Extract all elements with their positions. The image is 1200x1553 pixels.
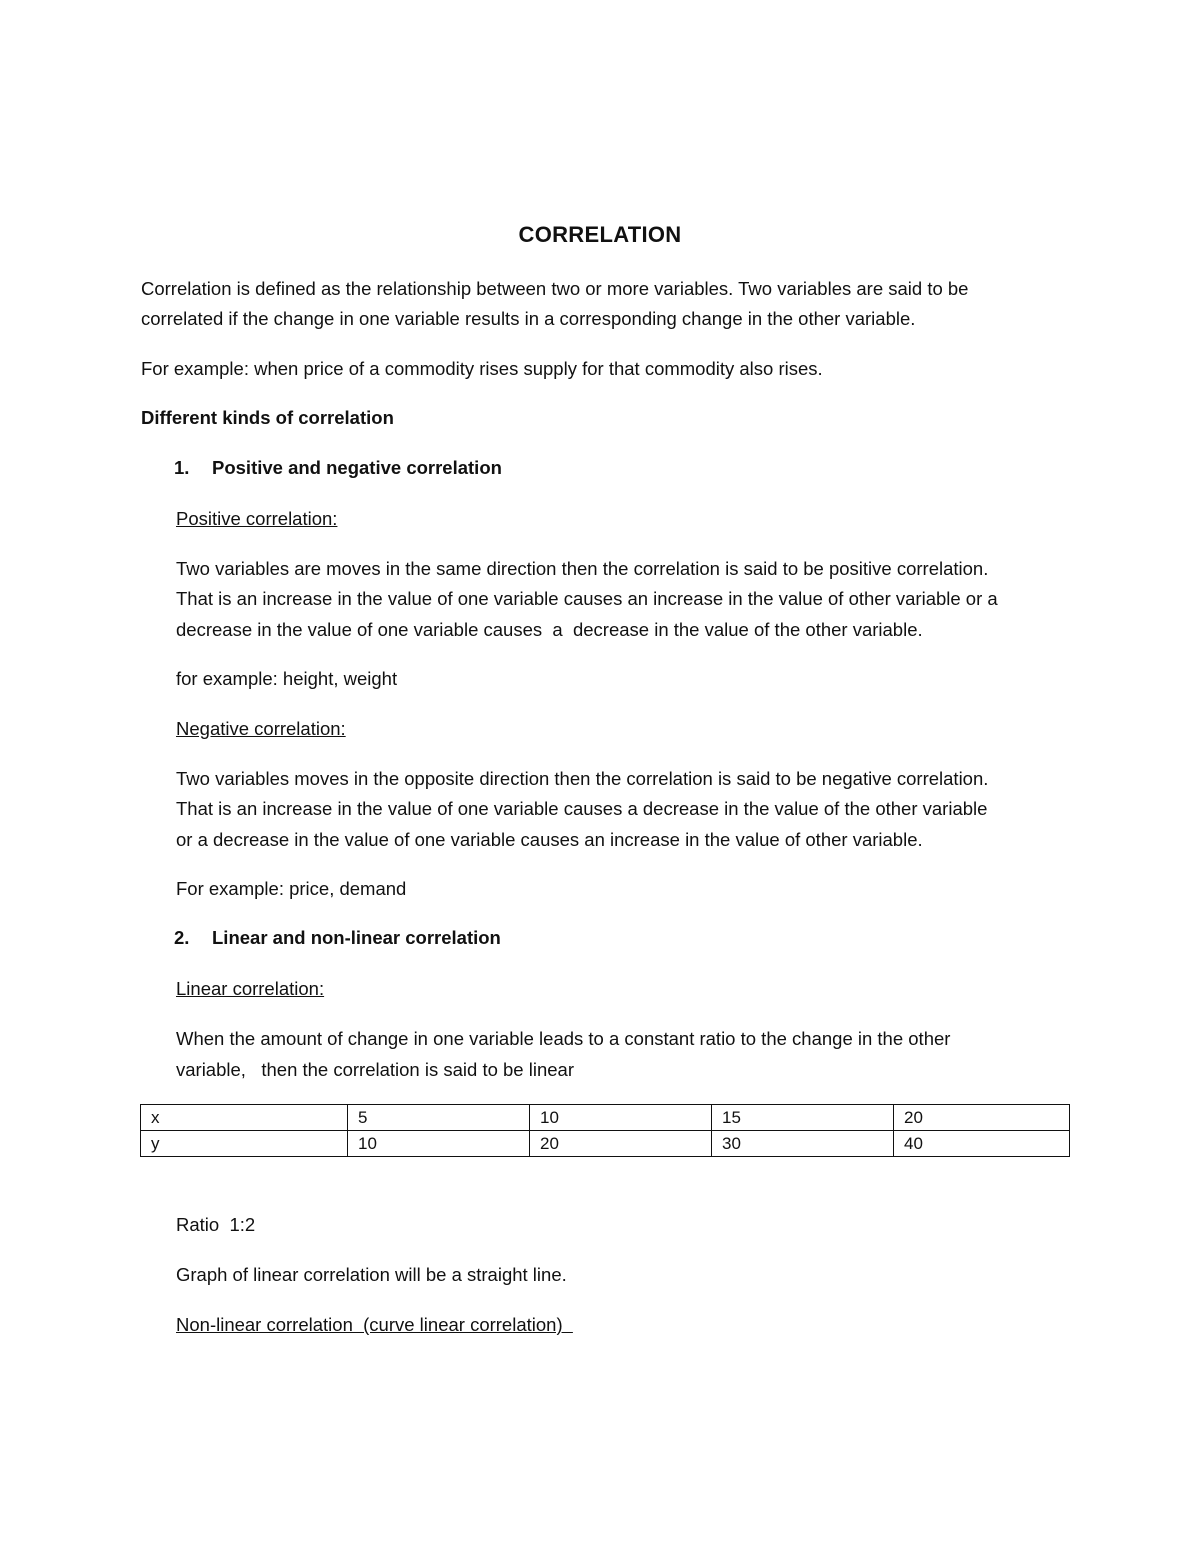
table-cell: 10 — [530, 1105, 712, 1131]
negative-line-3: or a decrease in the value of one variable causes an increase in the value of other variable. — [176, 829, 923, 850]
table-cell: 20 — [894, 1105, 1070, 1131]
ratio-text: Ratio 1:2 — [176, 1214, 256, 1235]
table-row-x — [141, 1105, 1070, 1131]
kinds-heading: Different kinds of correlation — [141, 407, 394, 428]
intro-line-1: Correlation is defined as the relationship between two or more variables. Two variables are said to be — [141, 278, 969, 299]
table-cell: 30 — [712, 1131, 894, 1157]
negative-line-2: That is an increase in the value of one variable causes a decrease in the value of the other variable — [176, 798, 988, 819]
negative-example: For example: price, demand — [176, 878, 407, 899]
linear-line-1: When the amount of change in one variable leads to a constant ratio to the change in the other — [176, 1028, 951, 1049]
negative-line-1: Two variables moves in the opposite direction then the correlation is said to be negative correlation. — [176, 768, 989, 789]
section-2-title: Linear and non-linear correlation — [212, 927, 501, 948]
table-cell: 10 — [348, 1131, 530, 1157]
positive-line-2: That is an increase in the value of one variable causes an increase in the value of other variable or a — [176, 588, 998, 609]
table-cell: 20 — [530, 1131, 712, 1157]
table-row-y — [141, 1131, 1070, 1157]
graph-note: Graph of linear correlation will be a straight line. — [176, 1264, 567, 1285]
table-cell: y — [141, 1131, 348, 1157]
xy-data-table — [140, 1104, 1070, 1157]
document-title: CORRELATION — [518, 222, 682, 247]
section-1-title: Positive and negative correlation — [212, 457, 502, 478]
section-2-heading — [176, 926, 501, 950]
section-2-number: 2. — [174, 927, 190, 948]
negative-correlation-label: Negative correlation: — [176, 718, 346, 739]
positive-example: for example: height, weight — [176, 668, 398, 689]
intro-line-2: correlated if the change in one variable results in a corresponding change in the other variable. — [141, 308, 916, 329]
intro-example: For example: when price of a commodity rises supply for that commodity also rises. — [141, 358, 823, 379]
table-cell: 40 — [894, 1131, 1070, 1157]
table-cell: 15 — [712, 1105, 894, 1131]
section-1-heading — [176, 456, 502, 480]
section-1-number: 1. — [174, 457, 190, 478]
table-cell: x — [141, 1105, 348, 1131]
positive-line-1: Two variables are moves in the same direction then the correlation is said to be positive correlation. — [176, 558, 989, 579]
table-cell: 5 — [348, 1105, 530, 1131]
nonlinear-correlation-label: Non-linear correlation (curve linear correlation) — [176, 1314, 573, 1335]
linear-line-2: variable, then the correlation is said to be linear — [176, 1059, 574, 1080]
positive-correlation-label: Positive correlation: — [176, 508, 338, 529]
linear-correlation-label: Linear correlation: — [176, 978, 325, 999]
positive-line-3: decrease in the value of one variable causes a decrease in the value of the other variable. — [176, 619, 923, 640]
